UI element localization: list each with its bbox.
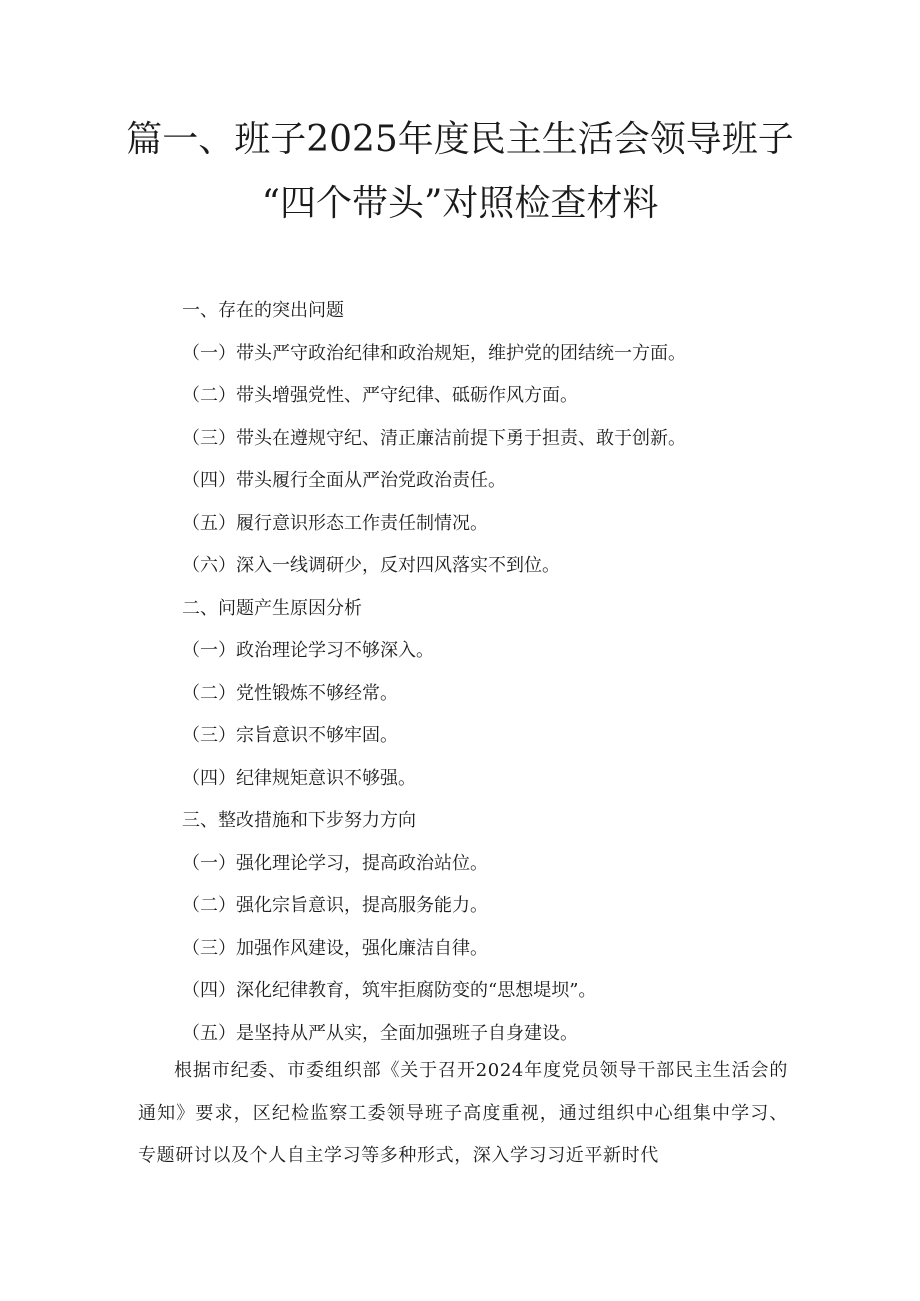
- outline-item: （五）履行意识形态工作责任制情况。: [182, 512, 488, 534]
- title-line-1: 篇一、班子2025年度民主生活会领导班子: [126, 119, 794, 160]
- outline-item: （三）带头在遵规守纪、清正廉洁前提下勇于担责、敢于创新。: [182, 427, 686, 449]
- document-title: [0, 112, 920, 232]
- outline-item: （四）纪律规矩意识不够强。: [182, 767, 416, 789]
- outline-item: （四）带头履行全面从严治党政治责任。: [182, 470, 506, 491]
- outline-list: [182, 290, 832, 1055]
- body-paragraph: 根据市纪委、市委组织部《关于召开2024年度党员领导干部民主生活会的通知》要求，区纪检监察工委领导班子高度重视，通过组织中心组集中学习、专题研讨以及个人自主学习等多种形式，深入学习习近平新时代: [138, 1060, 788, 1166]
- outline-item: （一）强化理论学习，提高政治站位。: [182, 852, 488, 874]
- outline-item: （一）带头严守政治纪律和政治规矩，维护党的团结统一方面。: [182, 342, 686, 364]
- outline-item: （六）深入一线调研少，反对四风落实不到位。: [182, 555, 560, 576]
- outline-heading-1: 一、存在的突出问题: [182, 300, 344, 321]
- title-line-2: “四个带头”对照检查材料: [261, 183, 659, 224]
- outline-item: （五）是坚持从严从实，全面加强班子自身建设。: [182, 1022, 578, 1044]
- outline-heading-3: 三、整改措施和下步努力方向: [182, 810, 416, 831]
- outline-item: （四）深化纪律教育，筑牢拒腐防变的“思想堤坝”。: [182, 980, 597, 1001]
- outline-item: （二）党性锻炼不够经常。: [182, 682, 398, 704]
- outline-item: （三）加强作风建设，强化廉洁自律。: [182, 937, 488, 959]
- outline-item: （二）带头增强党性、严守纪律、砥砺作风方面。: [182, 385, 578, 406]
- outline-item: （三）宗旨意识不够牢固。: [182, 725, 398, 746]
- outline-heading-2: 二、问题产生原因分析: [182, 597, 362, 619]
- outline-item: （二）强化宗旨意识，提高服务能力。: [182, 895, 488, 916]
- outline-item: （一）政治理论学习不够深入。: [182, 640, 434, 661]
